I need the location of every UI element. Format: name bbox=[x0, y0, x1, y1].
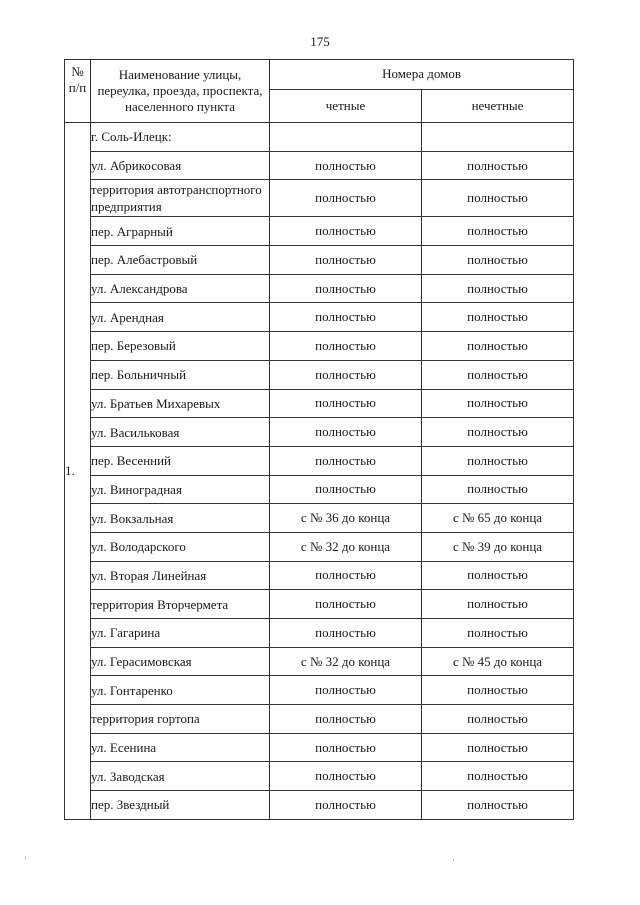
odd-numbers: полностью bbox=[422, 217, 574, 246]
odd-numbers: полностью bbox=[422, 246, 574, 275]
street-name: пер. Березовый bbox=[91, 332, 270, 361]
header-house-numbers: Номера домов bbox=[270, 60, 574, 90]
city-even bbox=[270, 123, 422, 152]
street-name: ул. Арендная bbox=[91, 303, 270, 332]
odd-numbers: полностью bbox=[422, 446, 574, 475]
table-row bbox=[65, 446, 574, 475]
street-name: ул. Гонтаренко bbox=[91, 676, 270, 705]
city-odd bbox=[422, 123, 574, 152]
odd-numbers: полностью bbox=[422, 303, 574, 332]
even-numbers: с № 32 до конца bbox=[270, 647, 422, 676]
street-name: ул. Васильковая bbox=[91, 418, 270, 447]
table-row bbox=[65, 180, 574, 217]
odd-numbers: полностью bbox=[422, 332, 574, 361]
header-odd: нечетные bbox=[422, 89, 574, 122]
street-name: ул. Володарского bbox=[91, 532, 270, 561]
even-numbers: полностью bbox=[270, 762, 422, 791]
scan-mark: · bbox=[24, 853, 27, 863]
even-numbers: полностью bbox=[270, 676, 422, 705]
table-row bbox=[65, 360, 574, 389]
odd-numbers: полностью bbox=[422, 733, 574, 762]
even-numbers: полностью bbox=[270, 705, 422, 734]
streets-table bbox=[64, 59, 574, 820]
table-row bbox=[65, 246, 574, 275]
street-name: пер. Больничный bbox=[91, 360, 270, 389]
even-numbers: полностью bbox=[270, 619, 422, 648]
street-name: ул. Виноградная bbox=[91, 475, 270, 504]
street-name: ул. Есенина bbox=[91, 733, 270, 762]
table-row bbox=[65, 274, 574, 303]
table-row bbox=[65, 418, 574, 447]
even-numbers: полностью bbox=[270, 590, 422, 619]
even-numbers: полностью bbox=[270, 217, 422, 246]
street-name: ул. Герасимовская bbox=[91, 647, 270, 676]
odd-numbers: полностью bbox=[422, 274, 574, 303]
even-numbers: полностью bbox=[270, 791, 422, 820]
table-row bbox=[65, 733, 574, 762]
even-numbers: полностью bbox=[270, 446, 422, 475]
scan-mark: · bbox=[452, 855, 455, 865]
table-row bbox=[65, 151, 574, 180]
section-number: 1. bbox=[65, 123, 91, 820]
odd-numbers: полностью bbox=[422, 561, 574, 590]
table-row bbox=[65, 389, 574, 418]
city-name: г. Соль-Илецк: bbox=[91, 123, 270, 152]
street-name: ул. Гагарина bbox=[91, 619, 270, 648]
even-numbers: с № 36 до конца bbox=[270, 504, 422, 533]
odd-numbers: полностью bbox=[422, 418, 574, 447]
odd-numbers: полностью bbox=[422, 791, 574, 820]
even-numbers: полностью bbox=[270, 274, 422, 303]
table-row bbox=[65, 590, 574, 619]
even-numbers: полностью bbox=[270, 360, 422, 389]
page-number: 175 bbox=[310, 34, 330, 49]
odd-numbers: полностью bbox=[422, 762, 574, 791]
street-name: ул. Александрова bbox=[91, 274, 270, 303]
table-row bbox=[65, 647, 574, 676]
street-name: пер. Аграрный bbox=[91, 217, 270, 246]
odd-numbers: полностью bbox=[422, 389, 574, 418]
table-row bbox=[65, 791, 574, 820]
street-name: ул. Вторая Линейная bbox=[91, 561, 270, 590]
table-row bbox=[65, 332, 574, 361]
table-row bbox=[65, 504, 574, 533]
odd-numbers: полностью bbox=[422, 676, 574, 705]
street-name: территория гортопа bbox=[91, 705, 270, 734]
street-name: пер. Весенний bbox=[91, 446, 270, 475]
even-numbers: полностью bbox=[270, 389, 422, 418]
even-numbers: полностью bbox=[270, 418, 422, 447]
odd-numbers: полностью bbox=[422, 151, 574, 180]
even-numbers: полностью bbox=[270, 475, 422, 504]
table-row bbox=[65, 619, 574, 648]
table-row bbox=[65, 676, 574, 705]
table-row bbox=[65, 475, 574, 504]
even-numbers: полностью bbox=[270, 332, 422, 361]
street-name: ул. Вокзальная bbox=[91, 504, 270, 533]
even-numbers: полностью bbox=[270, 151, 422, 180]
odd-numbers: полностью bbox=[422, 180, 574, 217]
street-name: ул. Абрикосовая bbox=[91, 151, 270, 180]
table-row bbox=[65, 705, 574, 734]
odd-numbers: с № 39 до конца bbox=[422, 532, 574, 561]
odd-numbers: полностью bbox=[422, 590, 574, 619]
even-numbers: полностью bbox=[270, 561, 422, 590]
odd-numbers: с № 45 до конца bbox=[422, 647, 574, 676]
even-numbers: полностью bbox=[270, 303, 422, 332]
street-name: территория автотранспортного предприятия bbox=[91, 180, 270, 217]
even-numbers: полностью bbox=[270, 180, 422, 217]
street-name: пер. Алебастровый bbox=[91, 246, 270, 275]
table-row bbox=[65, 217, 574, 246]
header-number: № п/п bbox=[65, 60, 91, 123]
even-numbers: с № 32 до конца bbox=[270, 532, 422, 561]
table-row bbox=[65, 303, 574, 332]
odd-numbers: полностью bbox=[422, 360, 574, 389]
even-numbers: полностью bbox=[270, 246, 422, 275]
odd-numbers: полностью bbox=[422, 619, 574, 648]
table-row bbox=[65, 561, 574, 590]
table-row bbox=[65, 762, 574, 791]
even-numbers: полностью bbox=[270, 733, 422, 762]
street-name: территория Вторчермета bbox=[91, 590, 270, 619]
street-name: ул. Заводская bbox=[91, 762, 270, 791]
table-row bbox=[65, 532, 574, 561]
street-name: пер. Звездный bbox=[91, 791, 270, 820]
street-name: ул. Братьев Михаревых bbox=[91, 389, 270, 418]
odd-numbers: с № 65 до конца bbox=[422, 504, 574, 533]
header-street-name: Наименование улицы, переулка, проезда, проспекта, населенного пункта bbox=[91, 60, 270, 123]
odd-numbers: полностью bbox=[422, 475, 574, 504]
odd-numbers: полностью bbox=[422, 705, 574, 734]
header-even: четные bbox=[270, 89, 422, 122]
